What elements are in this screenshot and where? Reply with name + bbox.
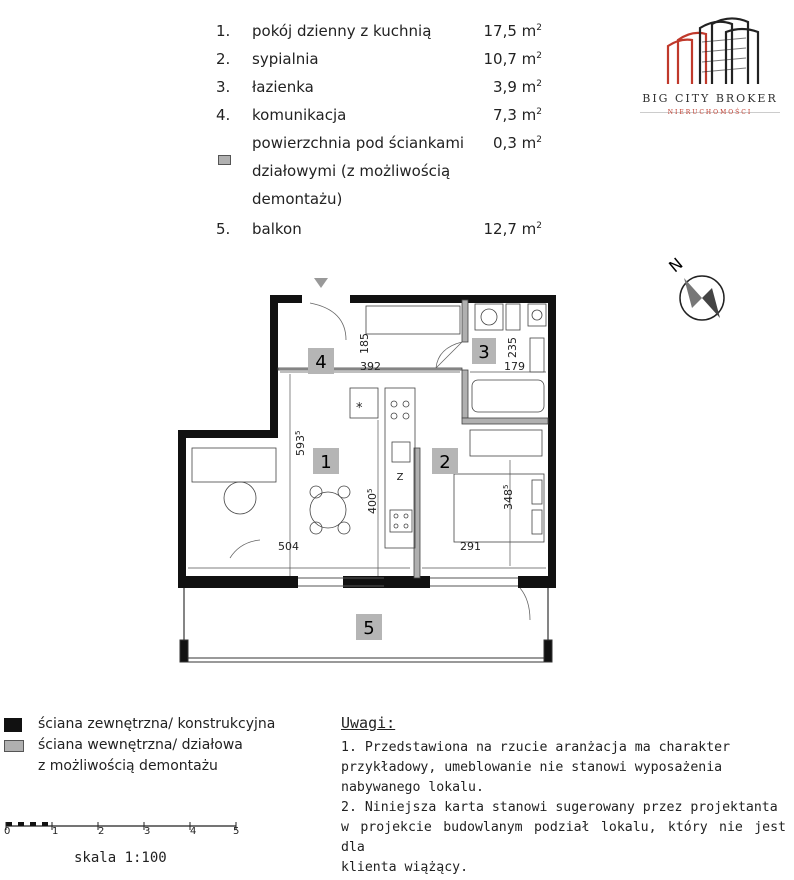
legend-item-interior-note: z możliwością demontażu	[38, 758, 218, 774]
dim-235: 235	[506, 337, 519, 358]
room-area: 10,7 $m^2$	[483, 50, 542, 68]
floor-plan	[170, 270, 570, 670]
exterior-wall-swatch	[4, 718, 22, 732]
dim-185: 185	[358, 333, 371, 354]
scale-bar	[4, 818, 244, 878]
room-area: 7,3 $m^2$	[493, 106, 542, 124]
room-name: balkon	[252, 220, 302, 238]
room-label-2: 2	[439, 452, 451, 473]
compass	[664, 250, 734, 330]
skyline-logo-icon	[640, 12, 780, 92]
scale-tick-2: 2	[98, 826, 105, 837]
room-number: 4.	[216, 106, 231, 124]
notes-body	[341, 738, 786, 878]
logo-subtitle: NIERUCHOMOŚCI	[667, 109, 753, 116]
logo-name: BIG CITY BROKER	[642, 92, 778, 105]
scale-label: skala 1:100	[74, 850, 167, 866]
compass-rose-icon	[664, 250, 734, 330]
notes-line: 1. Przedstawiona na rzucie aranżacja ma charakter	[341, 740, 731, 755]
room-name: łazienka	[252, 78, 314, 96]
wardrobe	[366, 306, 542, 456]
dim-593: $593^5$	[294, 430, 307, 456]
room-label-1: 1	[320, 452, 332, 473]
compass-north-label: N	[665, 253, 687, 277]
scale-tick-1: 1	[52, 826, 59, 837]
notes-line: w projekcie budowlanym podział lokalu, który nie jest dla	[341, 820, 786, 855]
dim-504: 504	[278, 540, 299, 553]
room-area: 12,7 $m^2$	[483, 220, 542, 238]
notes-line: przykładowy, umeblowanie nie stanowi wyposażenia	[341, 760, 723, 775]
notes-line: nabywanego lokalu.	[341, 780, 484, 795]
room-label-3: 3	[478, 342, 490, 363]
dim-400: $400^5$	[366, 488, 379, 514]
room-label-4: 4	[315, 352, 327, 373]
room-area: 17,5 $m^2$	[483, 22, 542, 40]
dim-179: 179	[504, 360, 525, 373]
notes	[341, 714, 786, 878]
room-name: komunikacja	[252, 106, 347, 124]
scale-bar-graphic	[4, 818, 244, 838]
room-area: 3,9 $m^2$	[493, 78, 542, 96]
fridge-mark: Z	[396, 472, 404, 483]
bed	[454, 474, 544, 542]
notes-title: Uwagi:	[341, 714, 396, 732]
interior-wall-swatch	[4, 740, 24, 752]
dim-392: 392	[360, 360, 381, 373]
scale-tick-5: 5	[233, 826, 240, 837]
logo	[640, 12, 780, 122]
room-area: 0,3 $m^2$	[493, 134, 542, 152]
scale-tick-4: 4	[190, 826, 197, 837]
room-label-5: 5	[363, 618, 375, 639]
dim-348: $348^5$	[502, 484, 515, 510]
star-mark: *	[356, 401, 363, 416]
room-number: 5.	[216, 220, 231, 238]
room-name: sypialnia	[252, 50, 319, 68]
room-name: demontażu)	[252, 190, 343, 208]
room-number: 2.	[216, 50, 231, 68]
room-number: 3.	[216, 78, 231, 96]
room-name: działowymi (z możliwością	[252, 162, 451, 180]
partition-wall-swatch	[218, 155, 231, 165]
dim-291: 291	[460, 540, 481, 553]
room-name: pokój dzienny z kuchnią	[252, 22, 432, 40]
legend-item-exterior: ściana zewnętrzna/ konstrukcyjna	[38, 716, 276, 732]
scale-tick-0: 0	[4, 826, 11, 837]
legend-item-interior: ściana wewnętrzna/ działowa	[38, 737, 243, 753]
room-name: powierzchnia pod ściankami	[252, 134, 465, 152]
scale-tick-3: 3	[144, 826, 151, 837]
notes-line: 2. Niniejsza karta stanowi sugerowany przez projektanta	[341, 800, 778, 815]
room-number: 1.	[216, 22, 231, 40]
notes-line: klienta wiążący.	[341, 860, 469, 875]
entrance-marker-icon	[314, 278, 328, 288]
